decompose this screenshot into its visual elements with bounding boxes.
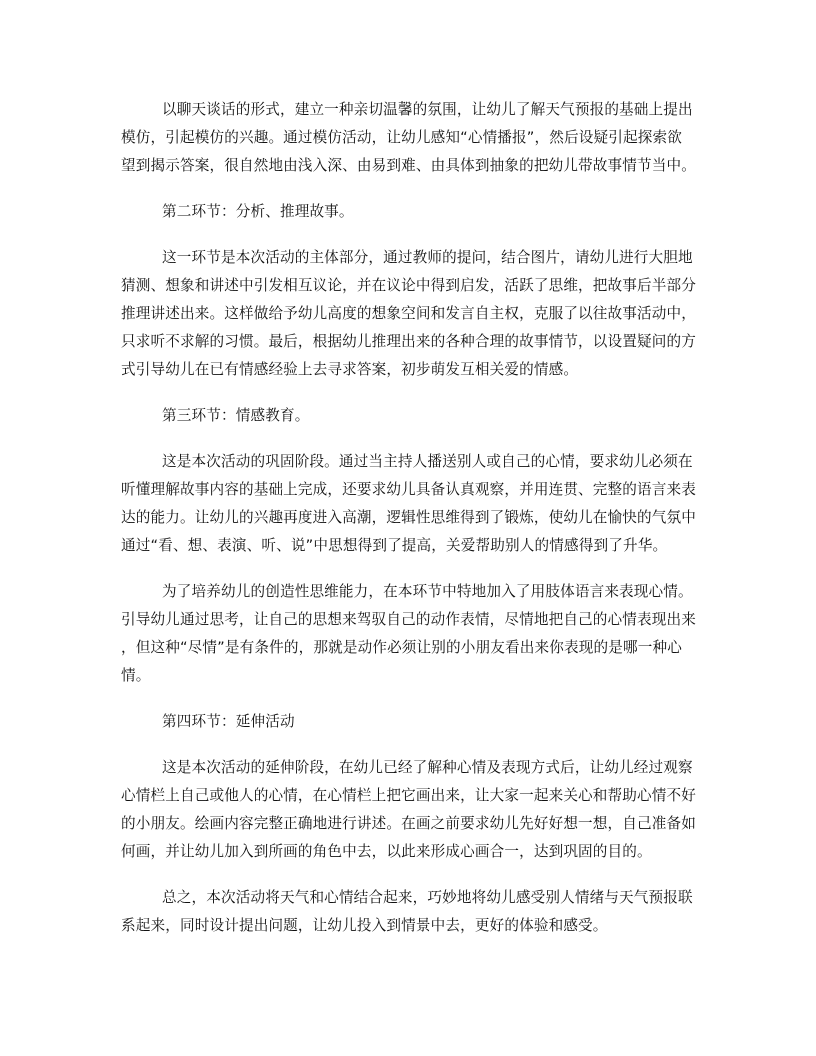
section-heading-2: 第二环节：分析、推理故事。 bbox=[162, 203, 354, 220]
paragraph-section-3-a: 这是本次活动的巩固阶段。通过当主持人播送别人或自己的心情，要求幼儿必须在听懂理解故事内容的基础上完成，还要求幼儿具备认真观察，并用连贯、完整的语言来表达的能力。让幼儿的兴趣再度进入高潮，逻辑性思维得到了锻炼，使幼儿在愉快的气氛中通过“看、想、表演、听、说”中思想得到了提高，关爱帮助别人的情感得到了升华。 bbox=[121, 453, 697, 554]
paragraph-section-4: 这是本次活动的延伸阶段，在幼儿已经了解种心情及表现方式后，让幼儿经过观察心情栏上自己或他人的心情，在心情栏上把它画出来，让大家一起来关心和帮助心情不好的小朋友。绘画内容完整正确地进行讲述。在画之前要求幼儿先好好想一想，自己准备如何画，并让幼儿加入到所画的角色中去，以此来形成心画合一，达到巩固的目的。 bbox=[121, 759, 697, 860]
paragraph-conclusion: 总之，本次活动将天气和心情结合起来，巧妙地将幼儿感受别人情绪与天气预报联系起来，同时设计提出问题，让幼儿投入到情景中去，更好的体验和感受。 bbox=[121, 889, 693, 934]
document-body bbox=[121, 96, 696, 958]
paragraph-section-3-b: 为了培养幼儿的创造性思维能力，在本环节中特地加入了用肢体语言来表现心情。引导幼儿通过思考，让自己的思想来驾驭自己的动作表情，尽情地把自己的心情表现出来，但这种“尽情”是有条件的，那就是动作必须让别的小朋友看出来你表现的是哪一种心情。 bbox=[121, 583, 697, 684]
paragraph-intro-summary: 以聊天谈话的形式，建立一种亲切温馨的氛围，让幼儿了解天气预报的基础上提出模仿，引起模仿的兴趣。通过模仿活动，让幼儿感知“心情播报”，然后设疑引起探索欲望到揭示答案，很自然地由浅入深、由易到难、由具体到抽象的把幼儿带故事情节当中。 bbox=[121, 101, 697, 174]
paragraph-section-2: 这一环节是本次活动的主体部分，通过教师的提问，结合图片，请幼儿进行大胆地猜测、想象和讲述中引发相互议论，并在议论中得到启发，活跃了思维，把故事后半部分推理讲述出来。这样做给予幼儿高度的想象空间和发言自主权，克服了以往故事活动中，只求听不求解的习惯。最后，根据幼儿推理出来的各种合理的故事情节，以设置疑问的方式引导幼儿在已有情感经验上去寻求答案，初步萌发互相关爱的情感。 bbox=[121, 249, 697, 378]
section-heading-4: 第四环节：延伸活动 bbox=[162, 713, 295, 730]
section-heading-3: 第三环节：情感教育。 bbox=[162, 407, 310, 424]
